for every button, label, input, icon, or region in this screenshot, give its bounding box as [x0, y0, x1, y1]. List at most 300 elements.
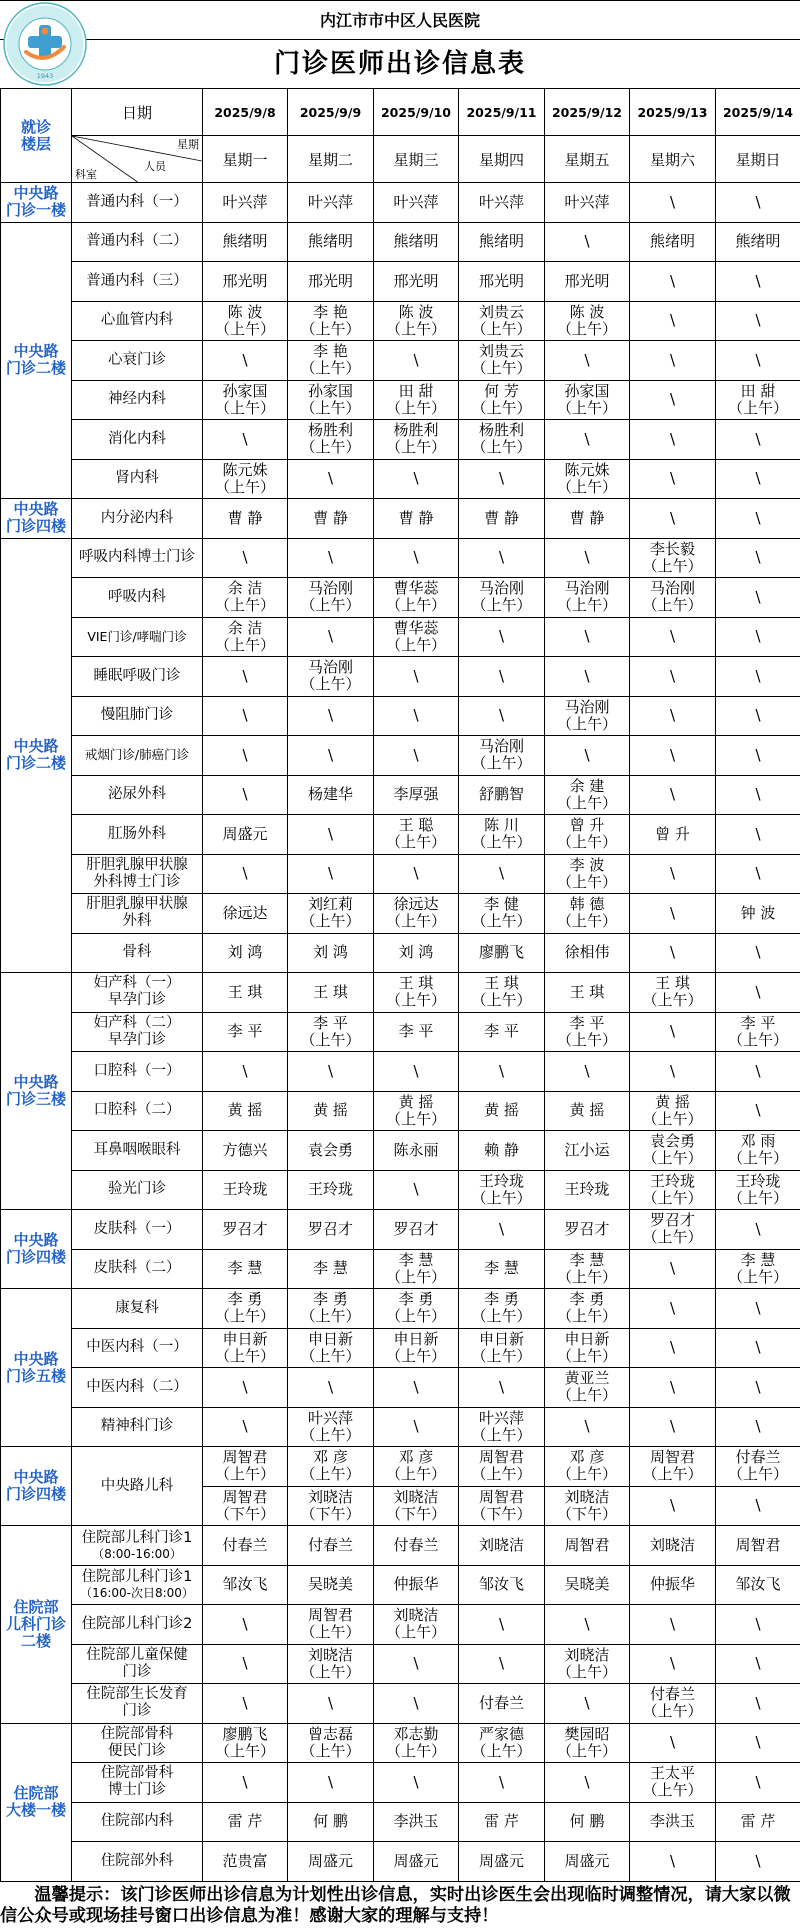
hospital-name: 内江市市中区人民医院: [0, 0, 800, 40]
schedule-cell: \: [630, 1723, 716, 1763]
schedule-cell: 曾 升 （上午）: [545, 815, 630, 855]
department-name: 心衰门诊: [108, 351, 166, 368]
schedule-cell: 曹 静: [288, 499, 374, 539]
schedule-cell: 王玲珑: [288, 1170, 374, 1210]
table-row: [1, 1842, 800, 1882]
schedule-cell: 叶兴萍: [374, 183, 459, 223]
schedule-cell: 韩 德 （上午）: [545, 894, 630, 934]
schedule-cell: 陈 波 （上午）: [545, 301, 630, 341]
department-cell: [72, 1131, 203, 1171]
schedule-cell: 申日新 （上午）: [288, 1328, 374, 1368]
floor-label: 中央路 门诊四楼: [1, 1210, 72, 1289]
department-cell: [72, 617, 203, 657]
schedule-cell: \: [459, 1368, 545, 1408]
schedule-cell: \: [630, 1328, 716, 1368]
schedule-cell: 李洪玉: [374, 1802, 459, 1842]
schedule-cell: \: [630, 1368, 716, 1408]
department-cell: [72, 933, 203, 973]
department-name: 泌尿外科: [108, 786, 166, 803]
department-cell: [72, 183, 203, 223]
schedule-cell: 熊绪明: [288, 222, 374, 262]
schedule-cell: 申日新 （上午）: [459, 1328, 545, 1368]
schedule-cell: 王 琪 （上午）: [630, 973, 716, 1013]
schedule-cell: 曹华蕊 （上午）: [374, 617, 459, 657]
schedule-cell: 李 勇 （上午）: [459, 1289, 545, 1329]
schedule-cell: \: [203, 341, 288, 381]
floor-label: 中央路 门诊三楼: [1, 973, 72, 1210]
table-row: [1, 933, 800, 973]
date-header: 2025/9/9: [288, 89, 374, 136]
schedule-cell: 付春兰: [203, 1526, 288, 1566]
schedule-cell: 王 琪 （上午）: [374, 973, 459, 1013]
schedule-cell: \: [203, 1407, 288, 1447]
schedule-cell: \: [545, 420, 630, 460]
schedule-cell: 王玲珑: [545, 1170, 630, 1210]
schedule-cell: \: [630, 1486, 716, 1526]
table-row: [1, 1644, 800, 1684]
schedule-cell: \: [716, 1605, 800, 1645]
department-name: 妇产科（二） 早孕门诊: [93, 1014, 181, 1048]
schedule-cell: 李 波 （上午）: [545, 854, 630, 894]
table-row: [1, 380, 800, 420]
schedule-cell: 邓志勤 （上午）: [374, 1723, 459, 1763]
schedule-cell: \: [459, 1210, 545, 1250]
schedule-cell: 曾志磊 （上午）: [288, 1723, 374, 1763]
floor-label: 住院部 儿科门诊 二楼: [1, 1526, 72, 1724]
schedule-cell: \: [288, 617, 374, 657]
table-row: [1, 1091, 800, 1131]
schedule-cell: 方德兴: [203, 1131, 288, 1171]
schedule-cell: \: [203, 1763, 288, 1803]
schedule-cell: \: [374, 1170, 459, 1210]
schedule-cell: \: [630, 1842, 716, 1882]
department-cell: [72, 854, 203, 894]
table-row: [1, 1407, 800, 1447]
schedule-cell: 袁会勇: [288, 1131, 374, 1171]
schedule-cell: 周智君 （下午）: [203, 1486, 288, 1526]
schedule-cell: \: [288, 736, 374, 776]
department-cell: [72, 1684, 203, 1724]
table-row: [1, 499, 800, 539]
schedule-cell: \: [716, 578, 800, 618]
schedule-cell: \: [288, 1368, 374, 1408]
date-header: 2025/9/10: [374, 89, 459, 136]
schedule-cell: 马治刚 （上午）: [545, 696, 630, 736]
schedule-cell: 周盛元: [545, 1842, 630, 1882]
schedule-cell: \: [630, 1289, 716, 1329]
department-cell: [72, 1170, 203, 1210]
schedule-cell: 周盛元: [288, 1842, 374, 1882]
table-row: [1, 1447, 800, 1487]
schedule-cell: 熊绪明: [459, 222, 545, 262]
schedule-cell: 雷 芹: [716, 1802, 800, 1842]
schedule-cell: 曹 静: [374, 499, 459, 539]
schedule-cell: \: [716, 696, 800, 736]
department-name: 普通内科（一）: [86, 193, 188, 210]
schedule-cell: 罗召才: [288, 1210, 374, 1250]
schedule-cell: 李 艳 （上午）: [288, 341, 374, 381]
schedule-cell: 马治刚 （上午）: [630, 578, 716, 618]
date-header-row: [1, 89, 800, 136]
schedule-cell: \: [716, 1842, 800, 1882]
schedule-cell: 刘晓洁 （上午）: [288, 1644, 374, 1684]
schedule-cell: 樊园昭 （上午）: [545, 1723, 630, 1763]
schedule-table: [0, 88, 800, 1882]
department-cell: [72, 1447, 203, 1526]
schedule-cell: 陈 川 （上午）: [459, 815, 545, 855]
schedule-cell: \: [545, 341, 630, 381]
schedule-cell: 刘晓洁 （上午）: [545, 1644, 630, 1684]
department-name: 精神科门诊: [100, 1418, 174, 1435]
schedule-cell: \: [630, 380, 716, 420]
schedule-cell: 叶兴萍: [203, 183, 288, 223]
schedule-cell: \: [459, 1605, 545, 1645]
schedule-cell: 孙家国 （上午）: [203, 380, 288, 420]
weekday-header: 星期三: [374, 136, 459, 183]
schedule-cell: 余 洁 （上午）: [203, 617, 288, 657]
department-cell: [72, 1052, 203, 1092]
schedule-cell: 王玲珑 （上午）: [459, 1170, 545, 1210]
table-row: [1, 262, 800, 302]
schedule-cell: \: [716, 775, 800, 815]
hospital-logo-icon: [3, 2, 87, 86]
table-row: [1, 222, 800, 262]
department-cell: [72, 578, 203, 618]
schedule-cell: 叶兴萍: [545, 183, 630, 223]
schedule-cell: 黄亚兰 （上午）: [545, 1368, 630, 1408]
table-row: [1, 1289, 800, 1329]
schedule-cell: 马治刚 （上午）: [459, 578, 545, 618]
schedule-cell: \: [630, 933, 716, 973]
schedule-cell: 刘贵云 （上午）: [459, 341, 545, 381]
schedule-cell: \: [630, 262, 716, 302]
department-cell: [72, 815, 203, 855]
schedule-cell: 陈元姝 （上午）: [203, 459, 288, 499]
schedule-cell: \: [459, 854, 545, 894]
table-row: [1, 775, 800, 815]
schedule-cell: \: [203, 696, 288, 736]
department-name: 皮肤科（一）: [93, 1220, 181, 1237]
schedule-cell: \: [716, 1644, 800, 1684]
department-name: 肝胆乳腺甲状腺 外科: [86, 896, 188, 930]
department-cell: [72, 1210, 203, 1250]
department-cell: [72, 222, 203, 262]
schedule-cell: \: [545, 617, 630, 657]
schedule-cell: \: [716, 1091, 800, 1131]
schedule-cell: \: [288, 459, 374, 499]
schedule-cell: \: [716, 341, 800, 381]
weekday-header: 星期四: [459, 136, 545, 183]
schedule-cell: 邓 彦 （上午）: [374, 1447, 459, 1487]
table-row: [1, 301, 800, 341]
schedule-cell: 周盛元: [459, 1842, 545, 1882]
schedule-cell: 李厚强: [374, 775, 459, 815]
schedule-cell: 何 鹏: [288, 1802, 374, 1842]
schedule-cell: 李 勇 （上午）: [545, 1289, 630, 1329]
schedule-cell: 徐远达 （上午）: [374, 894, 459, 934]
schedule-cell: 叶兴萍 （上午）: [288, 1407, 374, 1447]
schedule-cell: \: [374, 1407, 459, 1447]
schedule-cell: 舒鹏智: [459, 775, 545, 815]
table-row: [1, 1684, 800, 1724]
schedule-cell: 李 慧: [203, 1249, 288, 1289]
schedule-cell: \: [716, 1289, 800, 1329]
corner-dept-label: 科室: [75, 168, 97, 181]
schedule-cell: \: [716, 933, 800, 973]
schedule-cell: 罗召才: [374, 1210, 459, 1250]
schedule-cell: \: [288, 1052, 374, 1092]
schedule-cell: 严家德 （上午）: [459, 1723, 545, 1763]
schedule-cell: 马治刚 （上午）: [288, 578, 374, 618]
schedule-cell: 邢光明: [459, 262, 545, 302]
schedule-cell: \: [630, 183, 716, 223]
schedule-cell: 邓 彦 （上午）: [288, 1447, 374, 1487]
department-name: 戒烟门诊/肺癌门诊: [84, 747, 190, 763]
schedule-cell: 雷 芹: [459, 1802, 545, 1842]
department-name: 呼吸内科: [108, 588, 166, 605]
schedule-cell: 刘晓洁 （下午）: [545, 1486, 630, 1526]
schedule-cell: 熊绪明: [630, 222, 716, 262]
table-row: [1, 617, 800, 657]
schedule-cell: 申日新 （上午）: [545, 1328, 630, 1368]
department-cell: [72, 1407, 203, 1447]
table-row: [1, 854, 800, 894]
schedule-cell: 李 健 （上午）: [459, 894, 545, 934]
schedule-cell: 刘贵云 （上午）: [459, 301, 545, 341]
schedule-cell: \: [459, 538, 545, 578]
table-row: [1, 1131, 800, 1171]
schedule-cell: \: [459, 1763, 545, 1803]
schedule-cell: 曹 静: [203, 499, 288, 539]
schedule-cell: \: [716, 1052, 800, 1092]
table-row: [1, 1763, 800, 1803]
schedule-cell: \: [716, 499, 800, 539]
schedule-cell: 刘晓洁 （下午）: [288, 1486, 374, 1526]
table-row: [1, 1328, 800, 1368]
department-name: 肝胆乳腺甲状腺 外科博士门诊: [86, 856, 188, 890]
schedule-cell: \: [203, 420, 288, 460]
floor-label: 住院部 大楼一楼: [1, 1723, 72, 1881]
schedule-cell: 杨胜利 （上午）: [288, 420, 374, 460]
department-name: 住院部生长发育 门诊: [86, 1686, 188, 1720]
schedule-cell: 王 聪 （上午）: [374, 815, 459, 855]
schedule-cell: 钟 波: [716, 894, 800, 934]
date-column-header: 日期: [72, 89, 203, 136]
schedule-cell: 周智君: [545, 1526, 630, 1566]
schedule-cell: 廖鹏飞 （上午）: [203, 1723, 288, 1763]
schedule-cell: 王玲珑: [203, 1170, 288, 1210]
schedule-cell: 黄 摇 （上午）: [374, 1091, 459, 1131]
department-name: 住院部儿童保健 门诊: [86, 1646, 188, 1680]
date-header: 2025/9/8: [203, 89, 288, 136]
schedule-cell: 邹汝飞: [459, 1565, 545, 1605]
schedule-cell: \: [630, 1052, 716, 1092]
schedule-cell: \: [630, 775, 716, 815]
schedule-cell: \: [459, 459, 545, 499]
schedule-cell: 杨胜利 （上午）: [459, 420, 545, 460]
schedule-cell: 李 平 （上午）: [545, 1012, 630, 1052]
corner-week-label: 星期: [177, 138, 199, 151]
schedule-cell: 雷 芹: [203, 1802, 288, 1842]
department-name: 妇产科（一） 早孕门诊: [93, 975, 181, 1009]
schedule-cell: 邹汝飞: [203, 1565, 288, 1605]
schedule-cell: 王 琪 （上午）: [459, 973, 545, 1013]
schedule-cell: \: [459, 696, 545, 736]
department-name: 慢阻肺门诊: [100, 707, 174, 724]
schedule-cell: 邢光明: [374, 262, 459, 302]
schedule-cell: \: [203, 1684, 288, 1724]
schedule-cell: 杨胜利 （上午）: [374, 420, 459, 460]
weekday-header: 星期五: [545, 136, 630, 183]
schedule-cell: 刘 鸿: [203, 933, 288, 973]
table-row: [1, 1170, 800, 1210]
department-name: 住院部内科: [100, 1813, 174, 1830]
department-name: 住院部儿科门诊1: [81, 1529, 193, 1546]
schedule-cell: \: [459, 1052, 545, 1092]
schedule-cell: \: [288, 815, 374, 855]
table-row: [1, 578, 800, 618]
department-cell: [72, 1605, 203, 1645]
department-name: 中医内科（二）: [86, 1378, 188, 1395]
schedule-cell: 邢光明: [288, 262, 374, 302]
schedule-cell: 熊绪明: [374, 222, 459, 262]
schedule-cell: \: [716, 736, 800, 776]
table-row: [1, 1605, 800, 1645]
department-name: 心血管内科: [100, 312, 174, 329]
department-cell: [72, 1249, 203, 1289]
schedule-cell: \: [716, 1723, 800, 1763]
schedule-cell: \: [716, 1684, 800, 1724]
schedule-cell: 李 平: [374, 1012, 459, 1052]
schedule-cell: \: [545, 1052, 630, 1092]
schedule-cell: 黄 摇: [203, 1091, 288, 1131]
schedule-cell: \: [203, 538, 288, 578]
department-name: 住院部儿科门诊1: [81, 1569, 193, 1586]
schedule-cell: 赖 静: [459, 1131, 545, 1171]
schedule-cell: 罗召才: [203, 1210, 288, 1250]
schedule-cell: 廖鹏飞: [459, 933, 545, 973]
department-cell: [72, 1012, 203, 1052]
schedule-cell: 邓 雨 （上午）: [716, 1131, 800, 1171]
schedule-cell: \: [288, 1684, 374, 1724]
schedule-cell: \: [374, 854, 459, 894]
schedule-cell: \: [630, 499, 716, 539]
table-row: [1, 1012, 800, 1052]
department-cell: [72, 1565, 203, 1605]
schedule-cell: 邹汝飞: [716, 1565, 800, 1605]
schedule-cell: \: [374, 736, 459, 776]
schedule-cell: 李 平 （上午）: [716, 1012, 800, 1052]
department-cell: [72, 657, 203, 697]
table-row: [1, 1249, 800, 1289]
department-cell: [72, 1289, 203, 1329]
schedule-cell: 刘晓洁 （下午）: [374, 1486, 459, 1526]
schedule-cell: \: [288, 1763, 374, 1803]
department-name: 住院部外科: [100, 1852, 174, 1869]
schedule-cell: \: [630, 736, 716, 776]
table-row: [1, 1565, 800, 1605]
date-header: 2025/9/13: [630, 89, 716, 136]
schedule-cell: 刘红莉 （上午）: [288, 894, 374, 934]
schedule-cell: 田 甜 （上午）: [374, 380, 459, 420]
schedule-cell: \: [716, 538, 800, 578]
schedule-cell: 吴晓美: [288, 1565, 374, 1605]
notice-text: 温馨提示：该门诊医师出诊信息为计划性出诊信息，实时出诊医生会出现临时调整情况，请大家以微信公众号或现场挂号窗口出诊信息为准！感谢大家的理解与支持！: [0, 1885, 791, 1926]
schedule-cell: \: [288, 854, 374, 894]
table-row: [1, 815, 800, 855]
weekday-header: 星期一: [203, 136, 288, 183]
department-name: 内分泌内科: [100, 509, 174, 526]
schedule-cell: \: [716, 1328, 800, 1368]
department-name: 住院部儿科门诊2: [81, 1615, 193, 1632]
table-row: [1, 1210, 800, 1250]
schedule-cell: \: [630, 1012, 716, 1052]
department-name: 呼吸内科博士门诊: [79, 549, 195, 566]
schedule-cell: \: [630, 420, 716, 460]
schedule-cell: 徐远达: [203, 894, 288, 934]
schedule-cell: 王 琪: [545, 973, 630, 1013]
schedule-cell: 孙家国 （上午）: [288, 380, 374, 420]
schedule-cell: 周智君 （上午）: [630, 1447, 716, 1487]
department-name: 耳鼻咽喉眼科: [93, 1141, 181, 1158]
schedule-cell: \: [203, 1644, 288, 1684]
department-name: 肛肠外科: [108, 825, 166, 842]
department-name: 口腔科（二）: [93, 1102, 181, 1119]
schedule-cell: 余 建 （上午）: [545, 775, 630, 815]
schedule-cell: \: [374, 538, 459, 578]
schedule-cell: \: [288, 538, 374, 578]
schedule-cell: 曹 静: [545, 499, 630, 539]
schedule-cell: 余 洁 （上午）: [203, 578, 288, 618]
schedule-cell: \: [630, 1249, 716, 1289]
department-cell: [72, 1763, 203, 1803]
floor-label: 中央路 门诊一楼: [1, 183, 72, 223]
floor-label: 中央路 门诊二楼: [1, 538, 72, 973]
corner-staff-label: 人员: [144, 160, 166, 173]
schedule-cell: 周智君 （上午）: [203, 1447, 288, 1487]
schedule-cell: 马治刚 （上午）: [288, 657, 374, 697]
schedule-cell: \: [545, 222, 630, 262]
schedule-cell: 李 慧 （上午）: [545, 1249, 630, 1289]
table-row: [1, 1802, 800, 1842]
schedule-cell: \: [716, 1368, 800, 1408]
schedule-cell: 田 甜 （上午）: [716, 380, 800, 420]
schedule-cell: 黄 摇: [288, 1091, 374, 1131]
schedule-cell: 叶兴萍: [459, 183, 545, 223]
schedule-cell: \: [288, 696, 374, 736]
schedule-cell: 孙家国 （上午）: [545, 380, 630, 420]
schedule-cell: 李 慧: [459, 1249, 545, 1289]
schedule-cell: 罗召才 （上午）: [630, 1210, 716, 1250]
schedule-cell: \: [716, 420, 800, 460]
floor-label: 中央路 门诊二楼: [1, 222, 72, 499]
schedule-cell: 熊绪明: [716, 222, 800, 262]
schedule-cell: 陈元姝 （上午）: [545, 459, 630, 499]
weekday-header: 星期二: [288, 136, 374, 183]
schedule-cell: \: [203, 1052, 288, 1092]
department-cell: [72, 301, 203, 341]
department-cell: [72, 262, 203, 302]
schedule-cell: 王玲珑 （上午）: [716, 1170, 800, 1210]
department-cell: [72, 736, 203, 776]
schedule-cell: \: [716, 854, 800, 894]
schedule-cell: \: [203, 854, 288, 894]
schedule-cell: 周盛元: [203, 815, 288, 855]
schedule-cell: 何 鹏: [545, 1802, 630, 1842]
schedule-cell: \: [716, 973, 800, 1013]
schedule-cell: \: [716, 1763, 800, 1803]
department-cell: [72, 1723, 203, 1763]
